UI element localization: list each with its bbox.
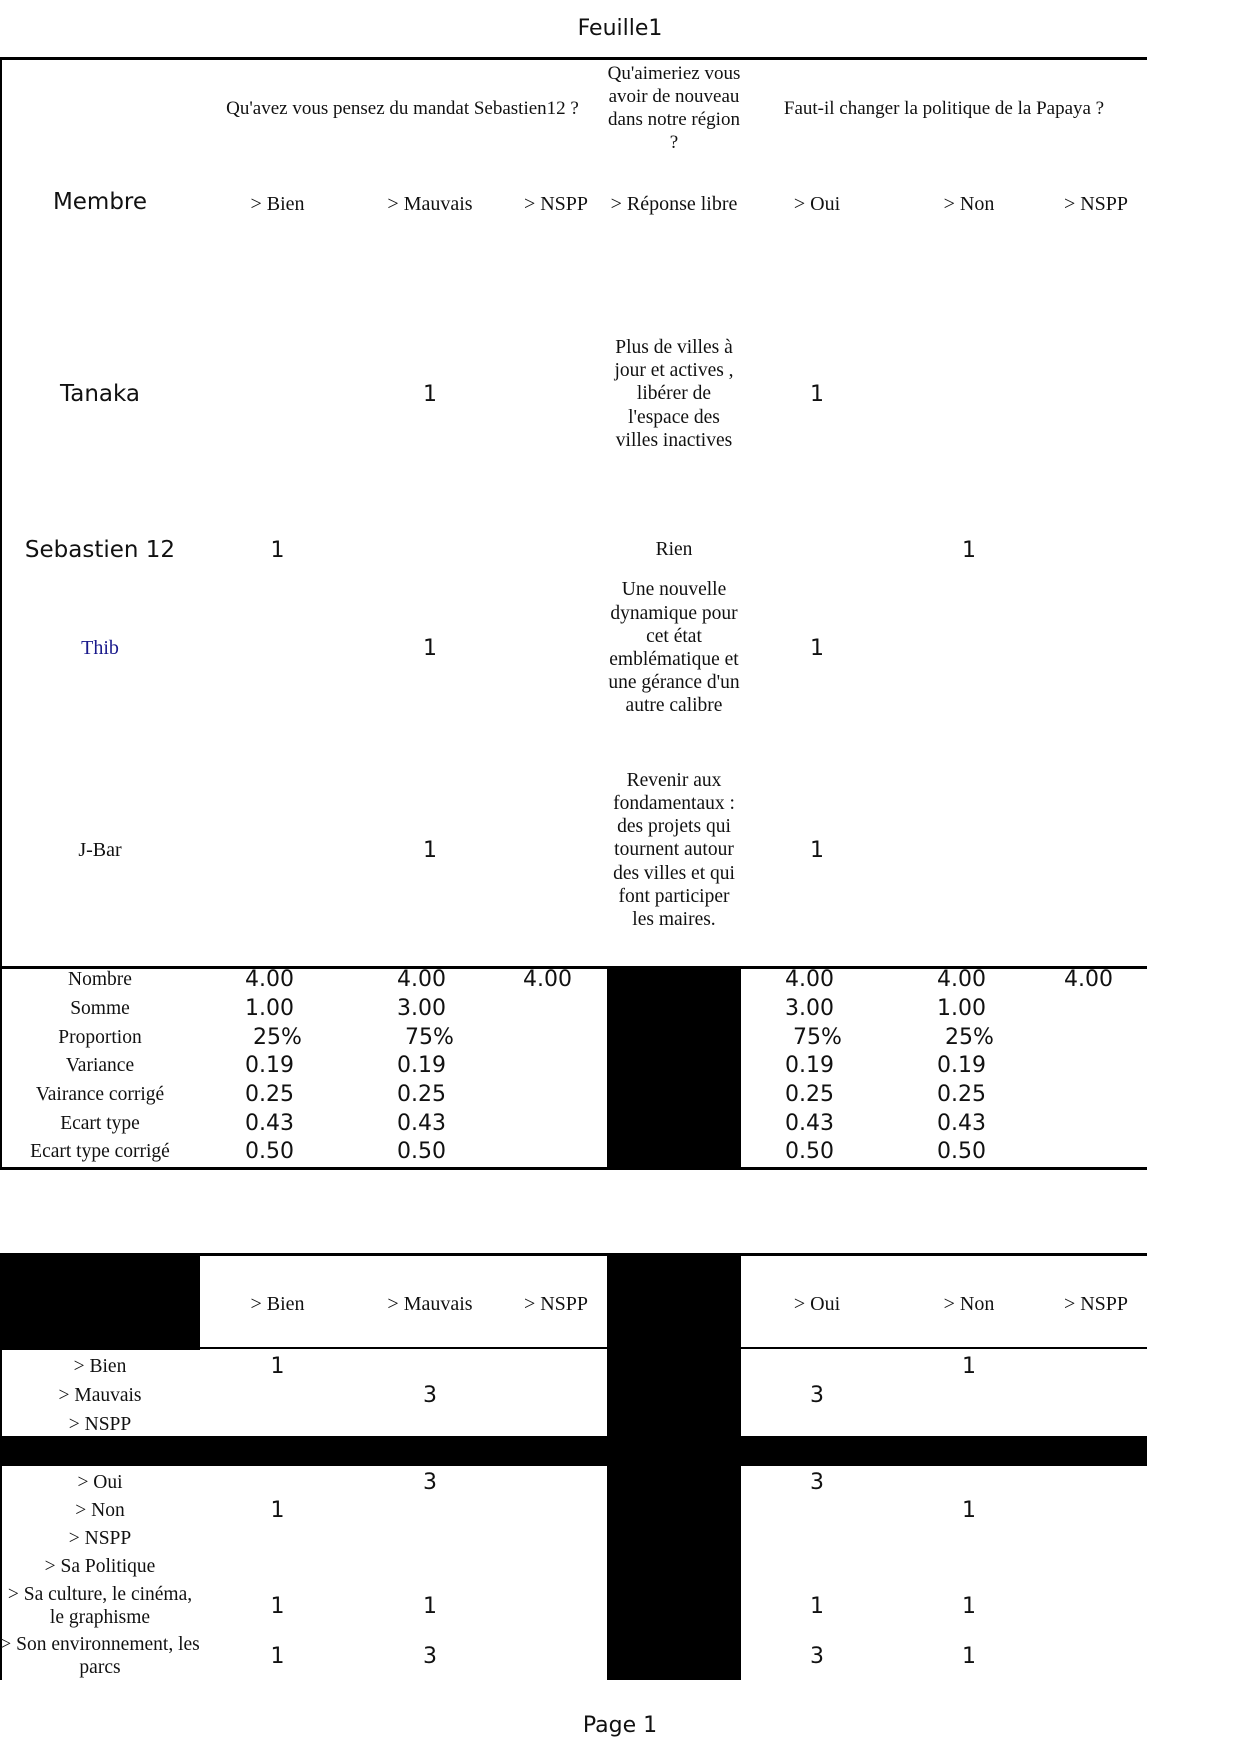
stat-oui: 75% [793, 1025, 842, 1050]
stat-bien: 25% [253, 1025, 302, 1050]
cross-cell-non: 1 [962, 1593, 976, 1619]
stat-non: 0.19 [937, 1053, 986, 1078]
cross-row-label: > Oui [77, 1471, 123, 1493]
sheet-title: Feuille1 [577, 16, 663, 41]
member-name[interactable]: Thib [81, 636, 119, 659]
stat-label: Somme [70, 998, 130, 1019]
stat-mauvais: 0.43 [397, 1111, 446, 1136]
cross-cell-oui: 3 [810, 1469, 824, 1495]
stat-mauvais: 3.00 [397, 996, 446, 1021]
stat-oui: 3.00 [785, 996, 834, 1021]
stat-oui: 0.25 [785, 1082, 834, 1107]
cell-bien: 1 [270, 537, 285, 563]
member-name: J-Bar [78, 838, 122, 861]
stat-mauvais: 4.00 [397, 967, 446, 992]
stat-bien: 1.00 [245, 996, 294, 1021]
stat-mauvais: 75% [405, 1025, 454, 1050]
cross-cell-non: 1 [962, 1643, 976, 1669]
stat-non: 0.50 [937, 1139, 986, 1164]
page-footer: Page 1 [582, 1713, 658, 1738]
cross-separator-band [0, 1436, 1147, 1466]
header-nspp: > NSPP [523, 192, 589, 215]
cell-mauvais: 1 [423, 381, 437, 407]
cell-oui: 1 [810, 381, 824, 407]
stat-bien: 0.19 [245, 1053, 294, 1078]
cross-row-label: > Non [75, 1499, 125, 1521]
cross-cell-oui: 1 [810, 1593, 824, 1619]
stat-mauvais: 0.19 [397, 1053, 446, 1078]
cross-header-bien: > Bien [250, 1292, 305, 1315]
cell-mauvais: 1 [423, 837, 437, 863]
question-change-policy: Faut-il changer la politique de la Papaya ? [783, 97, 1105, 119]
stat-non: 0.43 [937, 1111, 986, 1136]
stat-bien: 4.00 [245, 967, 294, 992]
cross-cell-bien: 1 [270, 1643, 285, 1669]
stats-free-answer-blackout [607, 968, 741, 1167]
stat-bien: 0.25 [245, 1082, 294, 1107]
cross-row-label: > NSPP [68, 1413, 132, 1435]
stat-label: Ecart type corrigé [30, 1141, 170, 1162]
header-member: Membre [52, 189, 148, 215]
stat-label: Proportion [58, 1027, 142, 1048]
member-name: Tanaka [59, 381, 141, 407]
header-free-answer: > Réponse libre [610, 192, 738, 215]
header-mauvais: > Mauvais [387, 192, 473, 215]
header-non: > Non [943, 192, 995, 215]
cross-row-label: > NSPP [68, 1527, 132, 1549]
stat-non: 4.00 [937, 967, 986, 992]
free-answer: Plus de villes à jour et actives , libérer de l'espace des villes inactives [614, 336, 734, 451]
cross-cell-mauvais: 3 [423, 1382, 437, 1408]
cross-header-nspp: > NSPP [523, 1292, 589, 1315]
stat-nspp: 4.00 [523, 967, 572, 992]
stat-label: Ecart type [60, 1113, 140, 1134]
cross-cell-mauvais: 1 [423, 1593, 437, 1619]
cross-cell-non: 1 [962, 1497, 976, 1523]
top-border [0, 57, 1147, 60]
cross-cell-bien: 1 [270, 1353, 285, 1379]
cross-cell-non: 1 [962, 1353, 976, 1379]
stat-bien: 0.43 [245, 1111, 294, 1136]
stat-mauvais: 0.25 [397, 1082, 446, 1107]
cross-corner-blackout [0, 1256, 200, 1350]
stat-non: 0.25 [937, 1082, 986, 1107]
stat-label: Vairance corrigé [35, 1084, 165, 1105]
cross-row-label: > Bien [73, 1355, 127, 1377]
stat-nspp-2: 4.00 [1064, 967, 1113, 992]
cell-non: 1 [962, 537, 976, 563]
cross-cell-mauvais: 3 [423, 1469, 437, 1495]
header-nspp-2: > NSPP [1063, 192, 1129, 215]
cross-header-mauvais: > Mauvais [387, 1292, 473, 1315]
cross-header-nspp-2: > NSPP [1063, 1292, 1129, 1315]
cross-cell-bien: 1 [270, 1593, 285, 1619]
free-answer: Revenir aux fondamentaux : des projets qui tournent autour des villes et qui font participer les maires. [613, 769, 735, 930]
free-answer: Une nouvelle dynamique pour cet état emblématique et une gérance d'un autre calibre [608, 579, 740, 717]
cross-row-label: > Sa culture, le cinéma, le graphisme [7, 1584, 193, 1628]
cross-cell-oui: 3 [810, 1643, 824, 1669]
stat-label: Nombre [68, 969, 132, 990]
cross-header-bottom [200, 1347, 1147, 1349]
stat-non: 25% [945, 1025, 994, 1050]
stats-bottom-border [0, 1167, 1147, 1170]
cell-mauvais: 1 [423, 635, 437, 661]
stat-oui: 0.19 [785, 1053, 834, 1078]
stat-label: Variance [65, 1055, 135, 1076]
cross-cell-oui: 3 [810, 1382, 824, 1408]
question-new-in-region: Qu'aimeriez vous avoir de nouveau dans notre région ? [607, 63, 741, 153]
cell-oui: 1 [810, 635, 824, 661]
free-answer: Rien [655, 539, 693, 561]
stat-bien: 0.50 [245, 1139, 294, 1164]
cross-cell-mauvais: 3 [423, 1643, 437, 1669]
cross-row-label: > Son environnement, les parcs [0, 1634, 200, 1678]
cell-oui: 1 [810, 837, 824, 863]
stat-oui: 0.43 [785, 1111, 834, 1136]
header-bien: > Bien [250, 192, 305, 215]
question-mandate: Qu'avez vous pensez du mandat Sebastien12 ? [226, 97, 579, 119]
cross-row-label: > Mauvais [58, 1384, 142, 1406]
cross-header-non: > Non [943, 1292, 995, 1315]
cross-header-oui: > Oui [793, 1292, 841, 1315]
stat-mauvais: 0.50 [397, 1139, 446, 1164]
cross-row-label: > Sa Politique [44, 1555, 156, 1577]
member-name: Sebastien 12 [24, 537, 176, 563]
stat-non: 1.00 [937, 996, 986, 1021]
stat-oui: 0.50 [785, 1139, 834, 1164]
cross-cell-bien: 1 [270, 1497, 285, 1523]
header-oui: > Oui [793, 192, 841, 215]
cross-free-column-blackout [607, 1256, 741, 1680]
stat-oui: 4.00 [785, 967, 834, 992]
